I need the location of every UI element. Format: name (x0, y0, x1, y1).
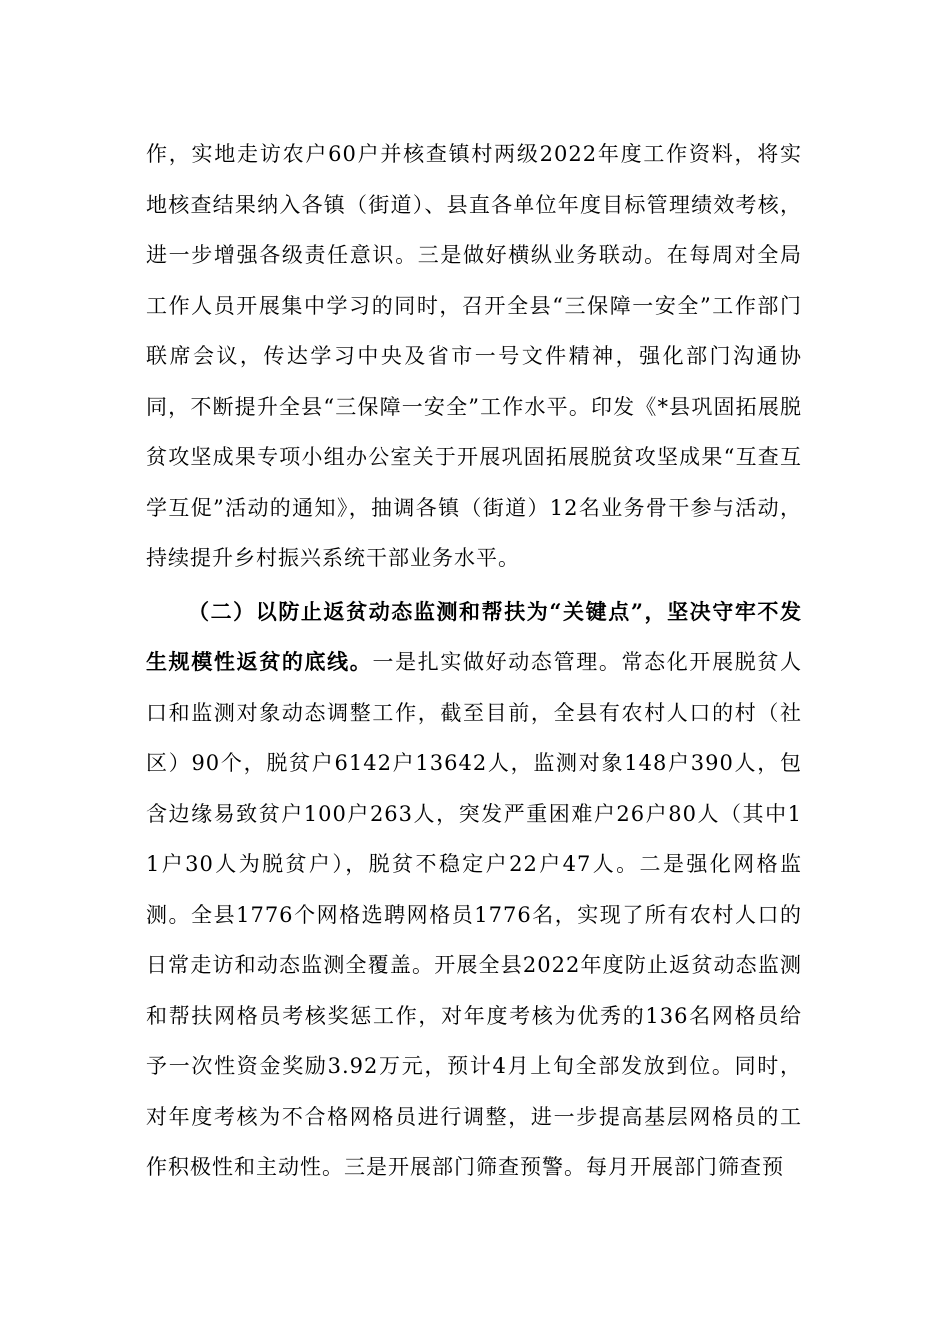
paragraph-2-text: 一是扎实做好动态管理。常态化开展脱贫人口和监测对象动态调整工作，截至目前，全县有农村人口的村（社区）90个，脱贫户6142户13642人，监测对象148户390人，包含边缘易致贫户100户263人，突发严重困难户26户80人（其中11户30人为脱贫户），脱贫不稳定户22户47人。二是强化网格监测。全县1776个网格选聘网格员1776名，实现了所有农村人口的日常走访和动态监测全覆盖。开展全县2022年度防止返贫动态监测和帮扶网格员考核奖惩工作，对年度考核为优秀的136名网格员给予一次性资金奖励3.92万元，预计4月上旬全部发放到位。同时，对年度考核为不合格网格员进行调整，进一步提高基层网格员的工作积极性和主动性。三是开展部门筛查预警。每月开展部门筛查预 (146, 650, 803, 1179)
paragraph-1-text: 作，实地走访农户60户并核查镇村两级2022年度工作资料，将实地核查结果纳入各镇（街道）、县直各单位年度目标管理绩效考核，进一步增强各级责任意识。三是做好横纵业务联动。在每周对全局工作人员开展集中学习的同时，召开全县“三保障一安全”工作部门联席会议，传达学习中央及省市一号文件精神，强化部门沟通协同，不断提升全县“三保障一安全”工作水平。印发《*县巩固拓展脱贫攻坚成果专项小组办公室关于开展巩固拓展脱贫攻坚成果“互查互学互促”活动的通知》，抽调各镇（街道）12名业务骨干参与活动，持续提升乡村振兴系统干部业务水平。 (146, 142, 802, 570)
paragraph-section-2 (146, 587, 802, 1193)
paragraph-continuation (146, 129, 802, 584)
section-2-heading: （二）以防止返贫动态监测和帮扶为“关键点”，坚决守牢不发生规模性返贫的底线。 (146, 598, 802, 674)
document-page (146, 129, 802, 1193)
